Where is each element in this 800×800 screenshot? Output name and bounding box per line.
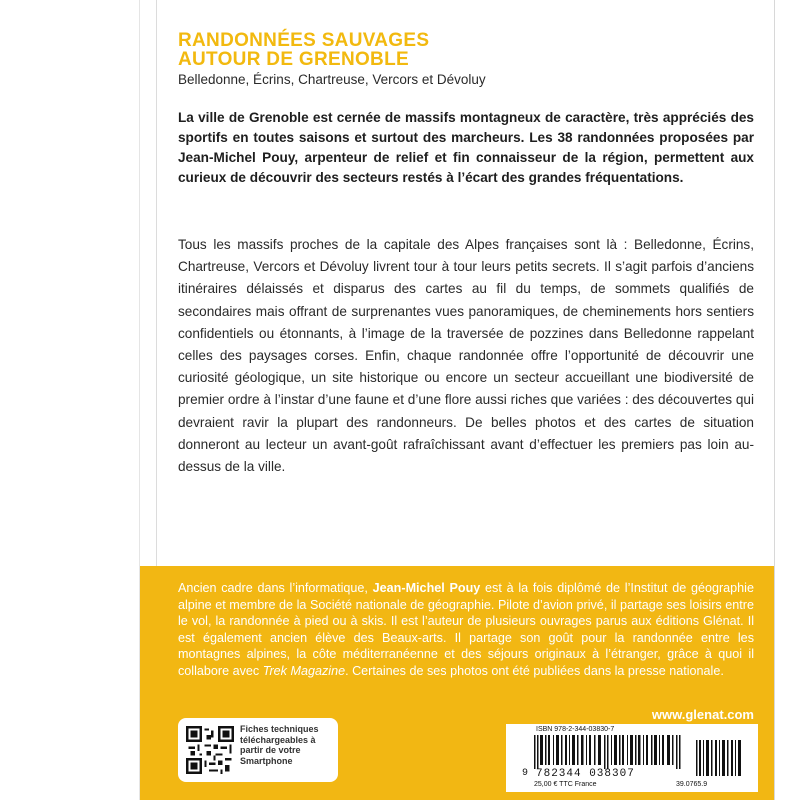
barcode-icon [534, 735, 684, 769]
author-bio-intro: Ancien cadre dans l’informatique, [178, 581, 373, 595]
barcode-panel [506, 724, 758, 792]
title-line-1: RANDONNÉES SAUVAGES [178, 30, 430, 51]
barcode-digits: 782344 038307 [536, 768, 635, 780]
isbn-number: ISBN 978-2-344-03830-7 [536, 726, 615, 733]
author-bio [178, 580, 754, 680]
publisher-website[interactable]: www.glenat.com [651, 707, 754, 722]
book-subtitle: Belledonne, Écrins, Chartreuse, Vercors et Dévoluy [178, 72, 486, 87]
title-line-2: AUTOUR DE GRENOBLE [178, 49, 409, 70]
publisher-code: 39.0765.9 [676, 781, 708, 788]
qr-panel [178, 718, 338, 782]
author-bio-end: . Certaines de ses photos ont été publiées dans la presse nationale. [345, 663, 724, 678]
qr-code-icon[interactable] [186, 726, 234, 774]
book-price: 25,00 € TTC France [534, 781, 597, 788]
magazine-name: Trek Magazine [262, 663, 346, 678]
book-title [178, 31, 429, 69]
qr-caption: Fiches techniques téléchargeables à partir de votre Smartphone [240, 724, 319, 766]
intro-paragraph: La ville de Grenoble est cernée de massifs montagneux de caractère, très appréciés des sportifs en toutes saisons et surtout des marcheurs. Les 38 randonnées proposées par Jean-Michel Pouy, arpenteur de relief et fin connaisseur de la région, permettent aux curieux de découvrir des secteurs restés à l’écart des grandes fréquentations. [178, 110, 754, 185]
description-paragraph: Tous les massifs proches de la capitale des Alpes françaises sont là : Belledonne, Écrins, Chartreuse, Vercors et Dévoluy livrent tour à tour leurs petits secrets. Il s’agit parfois d’anciens itinéraires délaissés et disparus des cartes au fil du temps, de sommets qualifiés de secondaires mais offrant de surprenantes vues panoramiques, de cheminements hors sentiers confidentiels ou étonnants, à l’image de la traversée de pozzines dans Belledonne rappelant celles des paysages corses. Enfin, chaque randonnée offre l’opportunité de découvrir une curiosité géologique, un site historique ou encore un secteur accueillant une biodiversité de premier ordre à l’instar d’une faune et d’une flore aussi riches que variées : des découvertes qui devraient ravir la plupart des randonneurs. De belles photos et des cartes de situation donneront au lecteur un avant-goût rafraîchissant avant d’effectuer les premiers pas loin au-dessus de la ville. [178, 237, 754, 475]
price-addon-barcode-icon [696, 736, 744, 776]
author-bio-text: est à la fois diplômé de l’Institut de géographie alpine et membre de la Société nationale de géographie. Pilote d’avion privé, il partage ses loisirs entre le vol, la randonnée à pied ou à skis. Il est l’auteur de plusieurs ouvrages parus aux éditions Glénat. Il est également ancien élève des Beaux-arts. Il partage son goût pour la randonnée entre les montagnes alpines, la côte méditerranéenne et des séjours originaux à l’étranger, grâce à quoi il collabore avec [178, 581, 754, 678]
author-name: Jean-Michel Pouy [372, 581, 481, 595]
barcode-first-digit: 9 [522, 768, 529, 779]
